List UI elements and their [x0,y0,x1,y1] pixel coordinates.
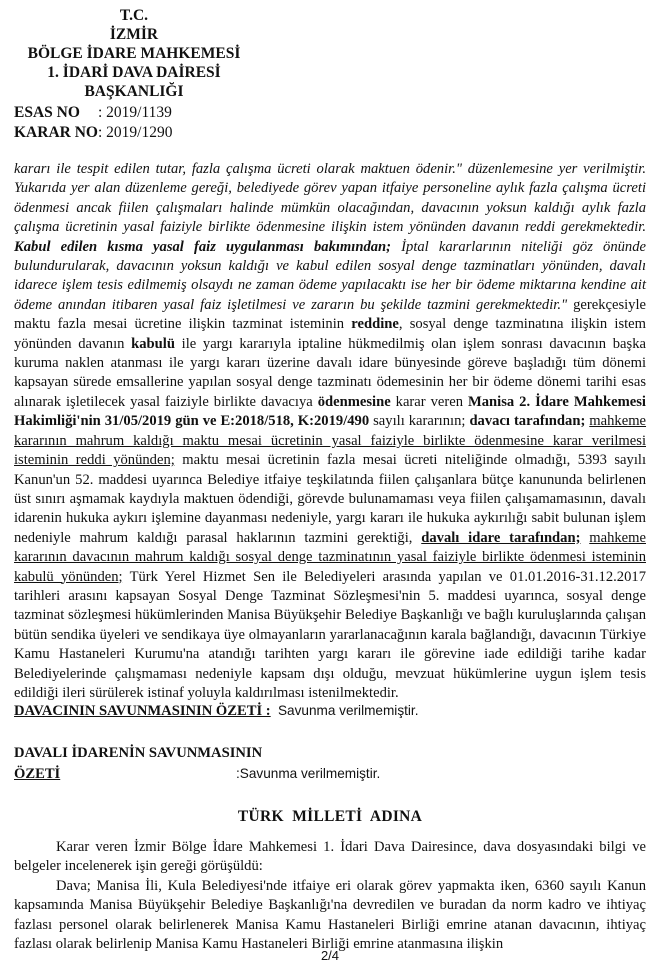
section-title: TÜRK MİLLETİ ADINA [237,808,423,825]
defendant-defense-summary [14,766,534,783]
quoted-heading: Kabul edilen kısma yasal faiz uygulanması bakımından; [14,238,392,255]
body-text-run: , sosyal denge tazminatına ilişkin istem yönünden davanın [14,316,647,352]
page-number: 2/4 [320,948,340,963]
body-bold-run: ödenmesine [317,393,391,410]
judgment-paragraph-1: Karar veren İzmir Bölge İdare Mahkemesi 1. İdari Dava Dairesince, dava dosyasındaki bilgi ve belgeler incelenerek işin gereği görüşüldü: [14,839,646,875]
plaintiff-defense-label: DAVACININ SAVUNMASININ ÖZETİ : [14,703,271,719]
karar-no-line [14,124,173,142]
defendant-defense-label: DAVALI İDARENİN SAVUNMASININ [14,745,263,761]
defendant-defense-text: :Savunma verilmemiştir. [236,766,381,781]
header-tc: T.C. [119,7,149,24]
judgment-paragraph-2: Dava; Manisa İli, Kula Belediyesi'nde itfaiye eri olarak görev yapmakta iken, 6360 sayılı Kanun kapsamında Manisa Büyükşehir Belediye Başkanlığı'na devredilen ve buradan da norm kadro ve ihtiyaç fazlası personel olarak belirlenerek Manisa Kamu Hastaneleri Birliği emrine atanan davacının, ihtiyaç fazlası olarak belirlenip Manisa Kamu Hastaneleri Birliği emrine atanmasına ilişkin [14,877,646,953]
body-text-run: karar veren [395,393,464,410]
lower-court-decision-ref: Manisa 2. İdare Mahkemesi Hakimliği'nin 31/05/2019 gün ve E:2018/518, K:2019/490 [14,393,646,430]
karar-no-label: KARAR NO [14,124,98,141]
body-bold-run: kabulü [131,335,175,352]
header-chamber: 1. İDARİ DAVA DAİRESİ [47,64,221,81]
body-text-run: sayılı kararının; [373,413,466,430]
esas-no-value: : 2019/1139 [98,104,172,121]
header-court: BÖLGE İDARE MAHKEMESİ [27,45,241,62]
defendant-defense-label-line [14,745,262,762]
body-text [14,160,646,703]
defendant-party: davalı idare tarafından; [421,529,581,546]
plaintiff-appeal-scope: mahkeme kararının mahrum kaldığı maktu mesai ücretinin yasal faiziyle birlikte ödenmesine karar verilmesi isteminin reddi yönünden; [14,413,647,469]
plaintiff-party: davacı tarafından; [469,413,586,430]
quoted-reasoning: kararı ile tespit edilen tutar, fazla çalışma ücreti olarak maktuen ödenir." düzenlemesine yer verilmiştir. Yukarıda yer alan düzenleme gereği, belediyede görev yapan itfaiye personeline aylık fazla çalışma ücreti ödenmesi ancak fiilen çalışmaları halinde mümkün olacağından, davacının yoksun kaldığı aylık fazla çalışma ücretinin yasal faiziyle birlikte ödenmesine ilişkin istem yönünden davanın reddi gerekmektedir. [14,161,646,236]
header-city: İZMİR [109,26,159,43]
body-paragraph [14,160,646,703]
plaintiff-defense-summary [14,703,418,720]
defendant-defense-label-2: ÖZETİ [14,766,61,782]
body-bold-run: reddine [351,316,399,333]
quoted-reasoning-2: İptal kararlarının niteliği göz önünde bulundurularak, davacının yoksun kaldığı ve kabul edilen sosyal denge tazminatları yönünden, davalı idarece işlem tesis edilmemiş olsaydı ne zaman ödeme yapılacaktı ise her bir ödeme miktarına kendine ait ödeme anından itibaren yasal faiz işletilmesi ve zararın bu şekilde tazmini gerekmektedir." [14,238,646,313]
body-text-run: Türk Yerel Hizmet Sen ile Belediyeleri arasında yapılan ve 01.01.2016-31.12.2017 tarihleri arasını kapsayan Sosyal Denge Tazminat Sözleşmesi'nin 5. maddesi uyarınca, sosyal denge tazminat sözleşmesi hükümlerinden Manisa Büyükşehir Belediye Başkanlığı ve bağlı kuruluşlarında çalışan bütün sendika üyeleri ve sendikaya üye olmayanların yararlanacağının karala bağlandığı, davacının Türkiye Kamu Hastaneleri Kurumu'na atandığı tarihten yargı kararı ile görevine iade edildiği tarihe kadar Belediyelerinde çalışmaması nedeniyle kapsam dışı olduğu, mevzuat hükümlerine uygun işlem tesis edildiği ileri sürülerek istinaf yoluyla kaldırılması istenilmektedir. [14,568,646,701]
defendant-appeal-scope: mahkeme kararının davacının mahrum kaldığı sosyal denge tazminatının yasal faiziyle birlikte ödenmesi isteminin kabulü yönünden; [14,529,646,585]
esas-no-line [14,104,172,122]
court-header [14,6,254,101]
karar-no-value: : 2019/1290 [98,124,173,141]
body-text-run: ile yargı kararıyla iptaline hükmedilmiş olan işlem sonrası davacının başka kuruma naklen atanması ile yargı kararı üzerine davalı idare bünyesinde göreve başladığı tüm dönemi kapsayan sürede emsallerine yapılan sosyal denge tazminatı ödemesinin her bir ödeme dönemi tarihi esas alınarak işletilecek yasal faiziyle birlikte davacıya [14,335,646,410]
body-text-run: gerekçesiyle maktu fazla mesai ücretine ilişkin tazminat isteminin [14,296,647,333]
body-text-run: maktu mesai ücretinin fazla mesai ücreti niteliğinde olmadığı, 5393 sayılı Kanun'un 52. maddesi uyarınca Belediye itfaiye teşkilatında fiilen çalışanlara bütçe kanununda belirlenen üst sınırı aşmamak kaydıyla maktuen ödendiği, görevde bulunamaması veya fiilen çalışamamasının, davalı idarenin hukuka aykırı işlemine dayanması nedeniyle, yargı kararı ile hukuka aykırılığı sabit bulunan işlem nedeniyle mahrum kaldığı parasal haklarının tazmini gerektiği, [14,452,646,546]
plaintiff-defense-text: Savunma verilmemiştir. [277,703,419,718]
header-presidency: BAŞKANLIĞI [84,83,184,100]
judgment-text [14,838,646,954]
esas-no-label: ESAS NO [14,104,80,121]
